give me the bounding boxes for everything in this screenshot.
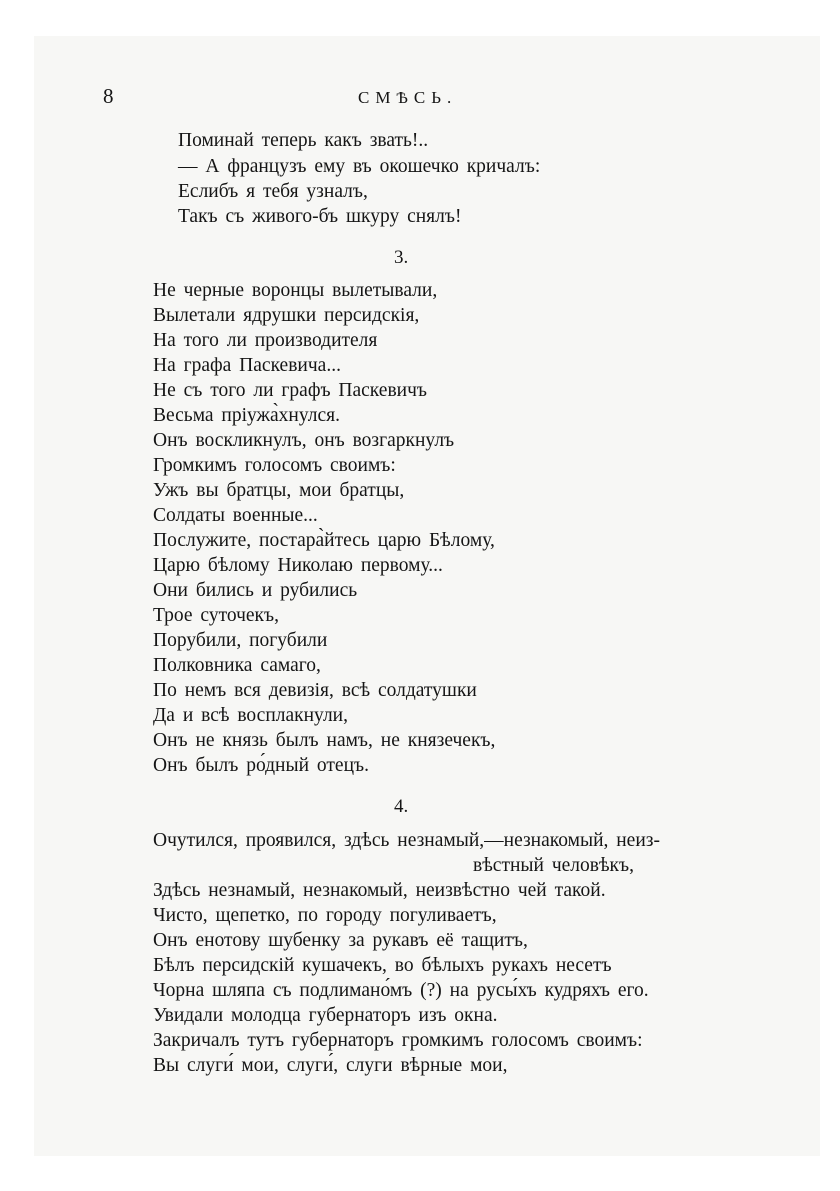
verse-line: Вылетали ядрушки персидскія, xyxy=(153,305,420,326)
verse-line: На графа Паскевича... xyxy=(153,355,341,376)
verse-line: Поминай теперь какъ звать!.. xyxy=(178,130,429,151)
section-number: 4. xyxy=(394,796,409,817)
verse-line: Чисто, щепетко, по городу погуливаетъ, xyxy=(153,905,497,926)
section-number: 3. xyxy=(394,247,409,268)
verse-line: Они бились и рубились xyxy=(153,580,358,601)
verse-line: Онъ былъ ро́дный отецъ. xyxy=(153,755,369,776)
verse-line: По немъ вся девизія, всѣ солдатушки xyxy=(153,680,477,701)
verse-line: Солдаты военные... xyxy=(153,505,318,526)
verse-line: Онъ енотову шубенку за рукавъ её тащитъ, xyxy=(153,930,528,951)
verse-line: Еслибъ я тебя узналъ, xyxy=(178,181,368,202)
verse-line: Очутился, проявился, здѣсь незнамый,—незнакомый, неиз- xyxy=(153,830,660,851)
verse-line: Царю бѣлому Николаю первому... xyxy=(153,555,443,576)
verse-line: Не съ того ли графъ Паскевичъ xyxy=(153,380,427,401)
verse-line: Закричалъ тутъ губернаторъ громкимъ голосомъ своимъ: xyxy=(153,1030,643,1051)
verse-line: Ужъ вы братцы, мои братцы, xyxy=(153,480,405,501)
verse-line: Увидали молодца губернаторъ изъ окна. xyxy=(153,1005,498,1026)
verse-line: Весьма пріужа̀хнулся. xyxy=(153,405,340,426)
verse-line: Вы слуги́ мои, слуги́, слуги вѣрные мои, xyxy=(153,1055,508,1076)
verse-line: Полковника самаго, xyxy=(153,655,321,676)
verse-line: Такъ съ живого-бъ шкуру снялъ! xyxy=(178,206,462,227)
verse-line: Здѣсь незнамый, незнакомый, неизвѣстно чей такой. xyxy=(153,880,606,901)
verse-line: Онъ воскликнулъ, онъ возгаркнулъ xyxy=(153,430,455,451)
verse-line: Онъ не князь былъ намъ, не князечекъ, xyxy=(153,730,496,751)
verse-line: — А французъ ему въ окошечко кричалъ: xyxy=(178,156,541,177)
verse-line: Не черные воронцы вылетывали, xyxy=(153,280,438,301)
verse-line: вѣстный человѣкъ, xyxy=(473,855,634,876)
verse-line: Порубили, погубили xyxy=(153,630,328,651)
verse-line: Чорна шляпа съ подлимано́мъ (?) на русы́хъ кудряхъ его. xyxy=(153,980,649,1001)
verse-line: Громкимъ голосомъ своимъ: xyxy=(153,455,396,476)
verse-line: Послужите, постара̀йтесь царю Бѣлому, xyxy=(153,530,495,551)
verse-line: Бѣлъ персидскій кушачекъ, во бѣлыхъ рукахъ несетъ xyxy=(153,955,612,976)
verse-line: На того ли производителя xyxy=(153,330,378,351)
verse-line: Да и всѣ восплакнули, xyxy=(153,705,348,726)
verse-line: Трое суточекъ, xyxy=(153,605,279,626)
page-number: 8 xyxy=(103,84,114,108)
running-title: СМѢСЬ. xyxy=(358,88,458,107)
